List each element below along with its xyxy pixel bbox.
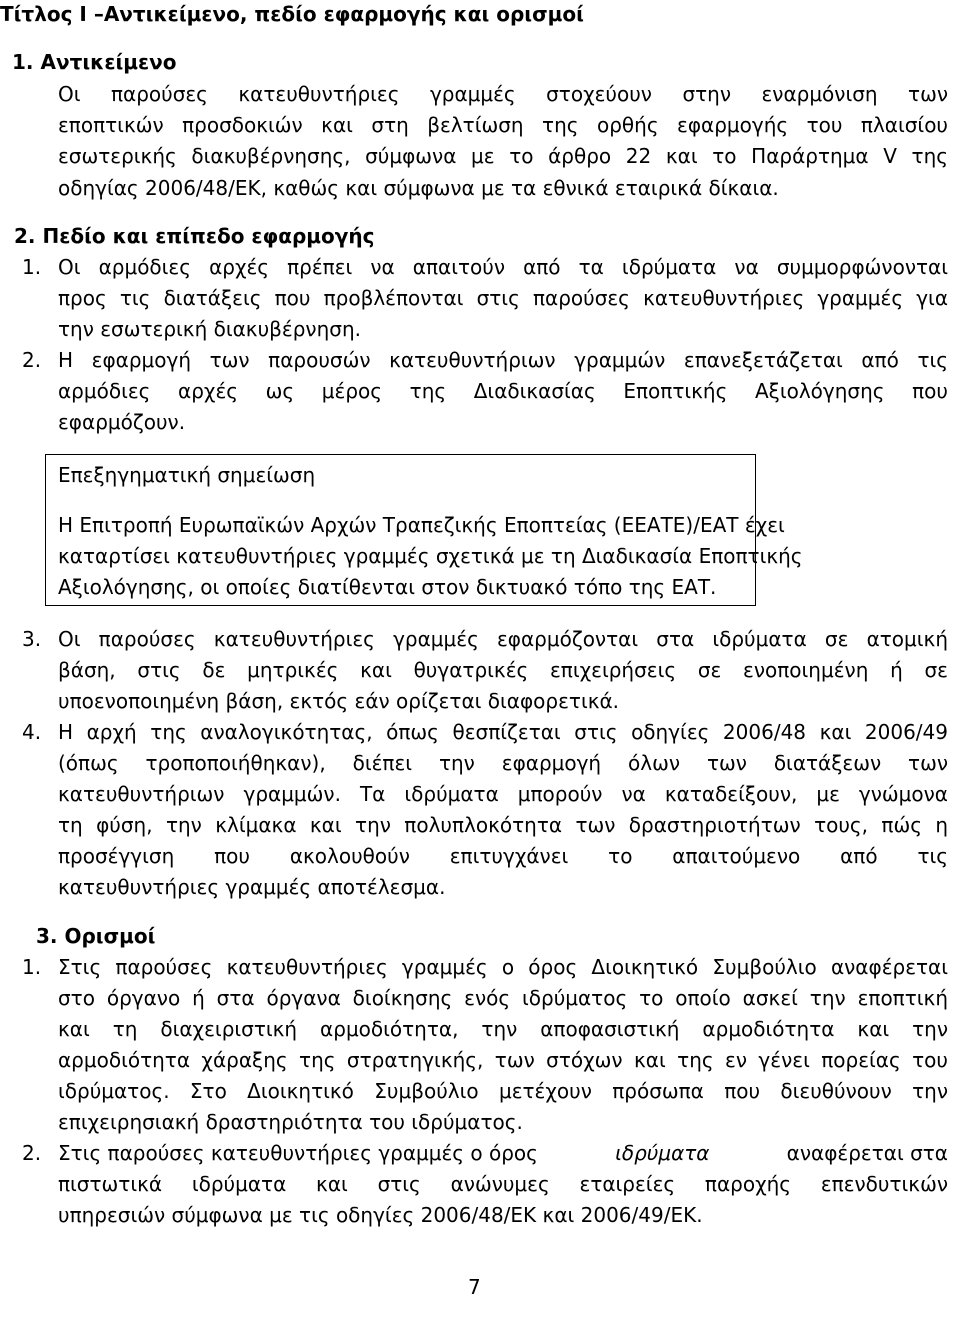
- note-line: [58, 513, 948, 537]
- body-line: υποενοποιημένη βάση, εκτός εάν ορίζεται διαφορετικά.: [58, 689, 620, 713]
- body-line: (όπως τροποποιήθηκαν), διέπει την εφαρμογή όλων των διατάξεων των: [58, 751, 948, 775]
- body-line: κατευθυντήριων γραμμών. Τα ιδρύματα μπορούν να καταδείξουν, με γνώμονα: [58, 782, 948, 806]
- section-1-heading: 1. Αντικείμενο: [12, 50, 177, 74]
- section-3-heading: 3. Ορισμοί: [36, 924, 156, 948]
- body-line: Οι παρούσες κατευθυντήριες γραμμές στοχεύουν στην εναρμόνιση των: [58, 82, 948, 106]
- body-line: εσωτερικής διακυβέρνησης, σύμφωνα με το άρθρο 22 και το Παράρτημα V της: [58, 144, 948, 168]
- defined-term: ιδρύματα: [615, 1141, 710, 1165]
- item-number: 4.: [22, 720, 42, 744]
- body-line: τη φύση, την κλίμακα και την πολυπλοκότητα των δραστηριοτήτων τους, πώς η: [58, 813, 948, 837]
- note-title: Επεξηγηματική σημείωση: [58, 463, 316, 487]
- body-line: υπηρεσιών σύμφωνα με τις οδηγίες 2006/48/ΕΚ και 2006/49/ΕΚ.: [58, 1203, 703, 1227]
- body-line: [58, 1141, 948, 1165]
- body-line: πιστωτικά ιδρύματα και στις ανώνυμες εταιρείες παροχής επενδυτικών: [58, 1172, 948, 1196]
- body-line: Οι παρούσες κατευθυντήριες γραμμές εφαρμόζονται στα ιδρύματα σε ατομική: [58, 627, 948, 651]
- body-line: Στις παρούσες κατευθυντήριες γραμμές ο όρος Διοικητικό Συμβούλιο αναφέρεται: [58, 955, 948, 979]
- item-number: 2.: [22, 348, 42, 372]
- item-number: 3.: [22, 627, 42, 651]
- item-number: 2.: [22, 1141, 42, 1165]
- body-line: επιχειρησιακή δραστηριότητα του ιδρύματος.: [58, 1110, 523, 1134]
- body-line: και τη διαχειριστική αρμοδιότητα, την αποφασιστική αρμοδιότητα και την: [58, 1017, 948, 1041]
- body-text: αναφέρεται στα: [786, 1141, 948, 1165]
- body-line: στο όργανο ή στα όργανα διοίκησης ενός ιδρύματος το οποίο ασκεί την εποπτική: [58, 986, 948, 1010]
- body-line: Οι αρμόδιες αρχές πρέπει να απαιτούν από τα ιδρύματα να συμμορφώνονται: [58, 255, 948, 279]
- note-line: Αξιολόγησης, οι οποίες διατίθενται στον δικτυακό τόπο της ΕΑΤ.: [58, 575, 717, 599]
- body-line: ιδρύματος. Στο Διοικητικό Συμβούλιο μετέχουν πρόσωπα που διευθύνουν την: [58, 1079, 948, 1103]
- body-line: προς τις διατάξεις που προβλέπονται στις παρούσες κατευθυντήριες γραμμές για: [58, 286, 948, 310]
- item-number: 1.: [22, 955, 42, 979]
- body-line: την εσωτερική διακυβέρνηση.: [58, 317, 361, 341]
- body-line: προσέγγιση που ακολουθούν επιτυγχάνει το απαιτούμενο από τις: [58, 844, 948, 868]
- body-line: αρμόδιες αρχές ως μέρος της Διαδικασίας Εποπτικής Αξιολόγησης που: [58, 379, 948, 403]
- item-number: 1.: [22, 255, 42, 279]
- body-line: οδηγίας 2006/48/ΕΚ, καθώς και σύμφωνα με τα εθνικά εταιρικά δίκαια.: [58, 176, 779, 200]
- body-line: βάση, στις δε μητρικές και θυγατρικές επιχειρήσεις σε ενοποιημένη ή σε: [58, 658, 948, 682]
- body-line: εποπτικών προσδοκιών και στη βελτίωση της ορθής εφαρμογής του πλαισίου: [58, 113, 948, 137]
- body-line: Η αρχή της αναλογικότητας, όπως θεσπίζεται στις οδηγίες 2006/48 και 2006/49: [58, 720, 948, 744]
- page-number: 7: [468, 1275, 481, 1299]
- note-line: [58, 544, 803, 568]
- section-2-heading: 2. Πεδίο και επίπεδο εφαρμογής: [14, 224, 375, 248]
- body-line: εφαρμόζουν.: [58, 410, 186, 434]
- body-line: αρμοδιότητα χάραξης της στρατηγικής, των στόχων και της εν γένει πορείας του: [58, 1048, 948, 1072]
- body-line: Η εφαρμογή των παρουσών κατευθυντήριων γραμμών επανεξετάζεται από τις: [58, 348, 948, 372]
- note-text: Η Επιτροπή Ευρωπαϊκών Αρχών Τραπεζικής Εποπτείας (ΕΕΑΤΕ)/ΕΑΤ έχει: [58, 513, 785, 537]
- body-line: κατευθυντήριες γραμμές αποτέλεσμα.: [58, 875, 446, 899]
- page-title: Τίτλος Ι –Αντικείμενο, πεδίο εφαρμογής και ορισμοί: [0, 2, 584, 26]
- note-text: καταρτίσει κατευθυντήριες γραμμές σχετικά με τη Διαδικασία Εποπτικής: [58, 544, 803, 568]
- body-text: Στις παρούσες κατευθυντήριες γραμμές ο όρος: [58, 1141, 538, 1165]
